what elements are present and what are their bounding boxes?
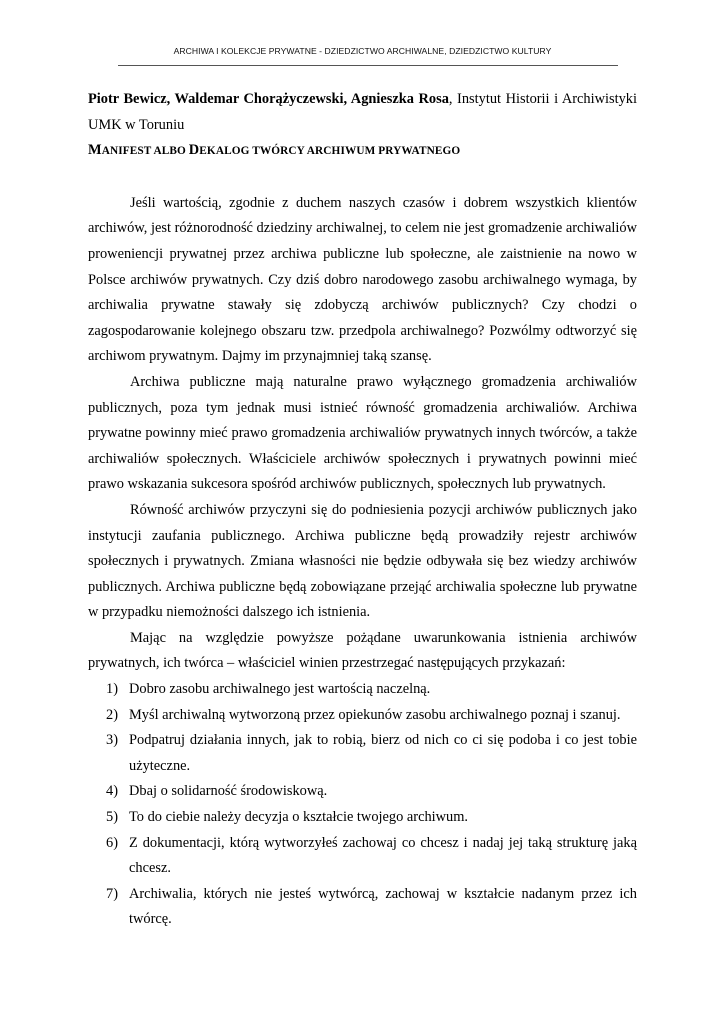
list-item — [88, 728, 637, 779]
list-number: 7) — [106, 885, 118, 902]
list-item — [88, 882, 637, 933]
list-item — [88, 831, 637, 882]
list-number: 1) — [106, 681, 118, 698]
byline — [88, 87, 637, 138]
list-text: Archiwalia, których nie jesteś wytwórcą, zachowaj w kształcie nadanym przez ich twórcę. — [129, 885, 637, 928]
list-text: Dbaj o solidarność środowiskową. — [129, 783, 328, 800]
list-number: 5) — [106, 809, 118, 826]
list-text: Podpatruj działania innych, jak to robią, bierz od nich co ci się podoba i co jest tobie użyteczne. — [129, 732, 637, 774]
list-number: 6) — [106, 834, 118, 851]
running-header: ARCHIWA I KOLEKCJE PRYWATNE - DZIEDZICTWO ARCHIWALNE, DZIEDZICTWO KULTURY — [173, 46, 552, 56]
paragraph: Mając na względzie powyższe pożądane uwarunkowania istnienia archiwów prywatnych, ich twórca – właściciel winien przestrzegać następujących przykazań: — [88, 629, 637, 672]
list-text: Dobro zasobu archiwalnego jest wartością naczelną. — [129, 681, 431, 698]
list-item — [88, 703, 637, 729]
paragraph: Archiwa publiczne mają naturalne prawo wyłącznego gromadzenia archiwaliów publicznych, poza tym jednak musi istnieć równość gromadzenia archiwaliów. Archiwa prywatne powinny mieć prawo gromadzenia archiwaliów prywatnych innych twórców, a także archiwaliów społecznych. Właściciele archiwów społecznych i prywatnych powinni mieć prawo wskazania sukcesora spośród archiwów publicznych, społecznych lub prywatnych. — [88, 373, 637, 493]
paragraph: Jeśli wartością, zgodnie z duchem naszych czasów i dobrem wszystkich klientów archiwów, jest różnorodność dziedziny archiwalnej, to celem nie jest gromadzenie archiwaliów proweniencji prywatnej przez archiwa publiczne lub społeczne, ale zaistnienie na nowo w Polsce archiwów prywatnych. Czy dziś dobro narodowego zasobu archiwalnego wymaga, by archiwalia prywatne stawały się zdobyczą archiwów publicznych? Czy chodzi o zagospodarowanie kolejnego obszaru tzw. przedpola archiwalnego? Pozwólmy odtworzyć się archiwom prywatnym. Dajmy im przynajmniej taką szansę. — [88, 194, 637, 365]
header-rule — [118, 65, 618, 66]
list-text: Myśl archiwalną wytworzoną przez opiekunów zasobu archiwalnego poznaj i szanuj. — [129, 706, 621, 723]
authors: Piotr Bewicz, Waldemar Chorążyczewski, Agnieszka Rosa — [88, 91, 449, 107]
list-text: To do ciebie należy decyzja o kształcie twojego archiwum. — [129, 809, 469, 826]
list-number: 2) — [106, 706, 118, 723]
affiliation: , Instytut Historii i Archiwistyki UMK w Toruniu — [88, 91, 637, 133]
paragraph: Równość archiwów przyczyni się do podniesienia pozycji archiwów publicznych jako instytucji zaufania publicznego. Archiwa publiczne będą prowadziły rejestr archiwów społecznych i prywatnych. Zmiana własności nie będzie odbywała się bez wiedzy archiwów publicznych. Archiwa publiczne będą zobowiązane przejąć archiwalia społeczne lub prywatne w przypadku niemożności dalszego ich istnienia. — [88, 501, 637, 621]
page-body — [88, 87, 637, 933]
list-text: Z dokumentacji, którą wytworzyłeś zachowaj co chcesz i nadaj jej taką strukturę jaką chcesz. — [129, 834, 637, 877]
document-title: MANIFEST ALBO DEKALOG TWÓRCY ARCHIWUM PRYWATNEGO — [88, 142, 461, 159]
list-item — [88, 677, 637, 703]
list-item — [88, 779, 637, 805]
list-item — [88, 805, 637, 831]
list-number: 4) — [106, 783, 118, 800]
list-number: 3) — [106, 732, 118, 749]
spacer — [88, 165, 637, 191]
commandments-list — [88, 677, 637, 933]
